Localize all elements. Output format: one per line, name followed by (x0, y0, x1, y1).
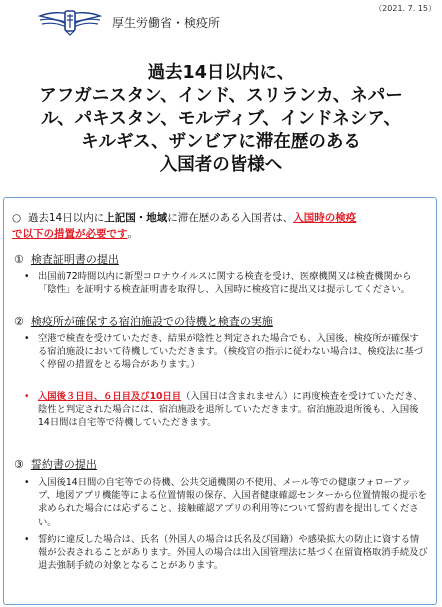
intro-text (12, 210, 430, 242)
list-item (24, 270, 428, 296)
item-text: 出国前72時間以内に新型コロナウイルスに関する検査を受け、医療機関又は検査機関から「陰性」を証明する検査証明書を取得し、入国時に検疫官に提出又は提示してください。 (38, 271, 412, 296)
title-line: キルギス、ザンビアに滞在歴のある (81, 132, 361, 152)
list-item (24, 390, 428, 430)
section-title: 誓約書の提出 (30, 458, 97, 471)
title-line: アフガニスタン、インド、スリランカ、ネパー (39, 86, 403, 106)
item-emphasis: 入国後３日目、６日目及び10日目 (38, 391, 182, 402)
bullet: • (24, 477, 30, 488)
title-line: ル、パキスタン、モルディブ、インドネシア、 (41, 109, 401, 129)
organization-name: 厚生労働省・検疫所 (112, 16, 221, 30)
section-number: ② (14, 315, 24, 328)
bullet: • (24, 534, 30, 545)
intro-emphasis: 上記国・地域 (104, 212, 168, 224)
intro-part: 。 (127, 228, 138, 240)
intro-required: 入国時の検疫 (293, 212, 357, 224)
item-text: 空港で検査を受けていただき、結果が陰性と判定された場合でも、入国後、検疫所が確保する宿泊施設において待機していただきます。（検疫官の指示に従わない場合は、検疫法に基づく停留の措置をとる場合があります。） (38, 333, 424, 371)
page-title (10, 62, 432, 177)
item-text: 入国後14日間の自宅等での待機、公共交通機関の不使用、メール等での健康フォローアップ、地図アプリ機能等による位置情報の保存、入国者健康確認センターから位置情報の提示を求められた場合には応ずること、接触確認アプリの利用等について誓約書を提出してください。 (38, 477, 427, 528)
list-item (24, 476, 428, 529)
measures-box (3, 197, 437, 605)
section-number: ③ (14, 458, 24, 471)
intro-part: に滞在歴のある入国者は、 (167, 212, 294, 224)
section-heading-3 (14, 458, 97, 472)
bullet: • (24, 271, 30, 282)
bullet: • (24, 333, 30, 344)
title-line: 過去14日以内に、 (147, 63, 295, 83)
item-text-rest: （入国日は含まれません）に再度検査を受けていただき、陰性と判定された場合には、宿泊施設を退所していただきます。宿泊施設退所後も、入国後14日間は自宅等で待機していただきます。 (38, 391, 423, 429)
issue-date: （2021. 7. 15） (374, 4, 436, 13)
header (0, 0, 442, 44)
intro-mark: ○ (12, 212, 22, 224)
title-line: 入国者の皆様へ (159, 155, 283, 175)
list-item (24, 533, 428, 573)
section-heading-1 (14, 253, 119, 267)
list-item (24, 332, 428, 372)
intro-part: 過去14日以内に (27, 212, 105, 224)
section-title: 検査証明書の提出 (30, 253, 119, 266)
item-text (24, 390, 428, 430)
section-title: 検疫所が確保する宿泊施設での待機と検査の実施 (30, 315, 273, 328)
bullet: • (24, 391, 30, 402)
section-number: ① (14, 253, 24, 266)
item-text: 誓約に違反した場合は、氏名（外国人の場合は氏名及び国籍）や感染拡大の防止に資する情報が公表されることがあります。外国人の場合は出入国管理法に基づく在留資格取消手続及び退去強制手続の対象となることがあります。 (38, 534, 428, 572)
intro-required: で以下の措置が必要です (12, 228, 128, 240)
quarantine-logo-icon (38, 8, 102, 36)
section-heading-2 (14, 315, 273, 329)
